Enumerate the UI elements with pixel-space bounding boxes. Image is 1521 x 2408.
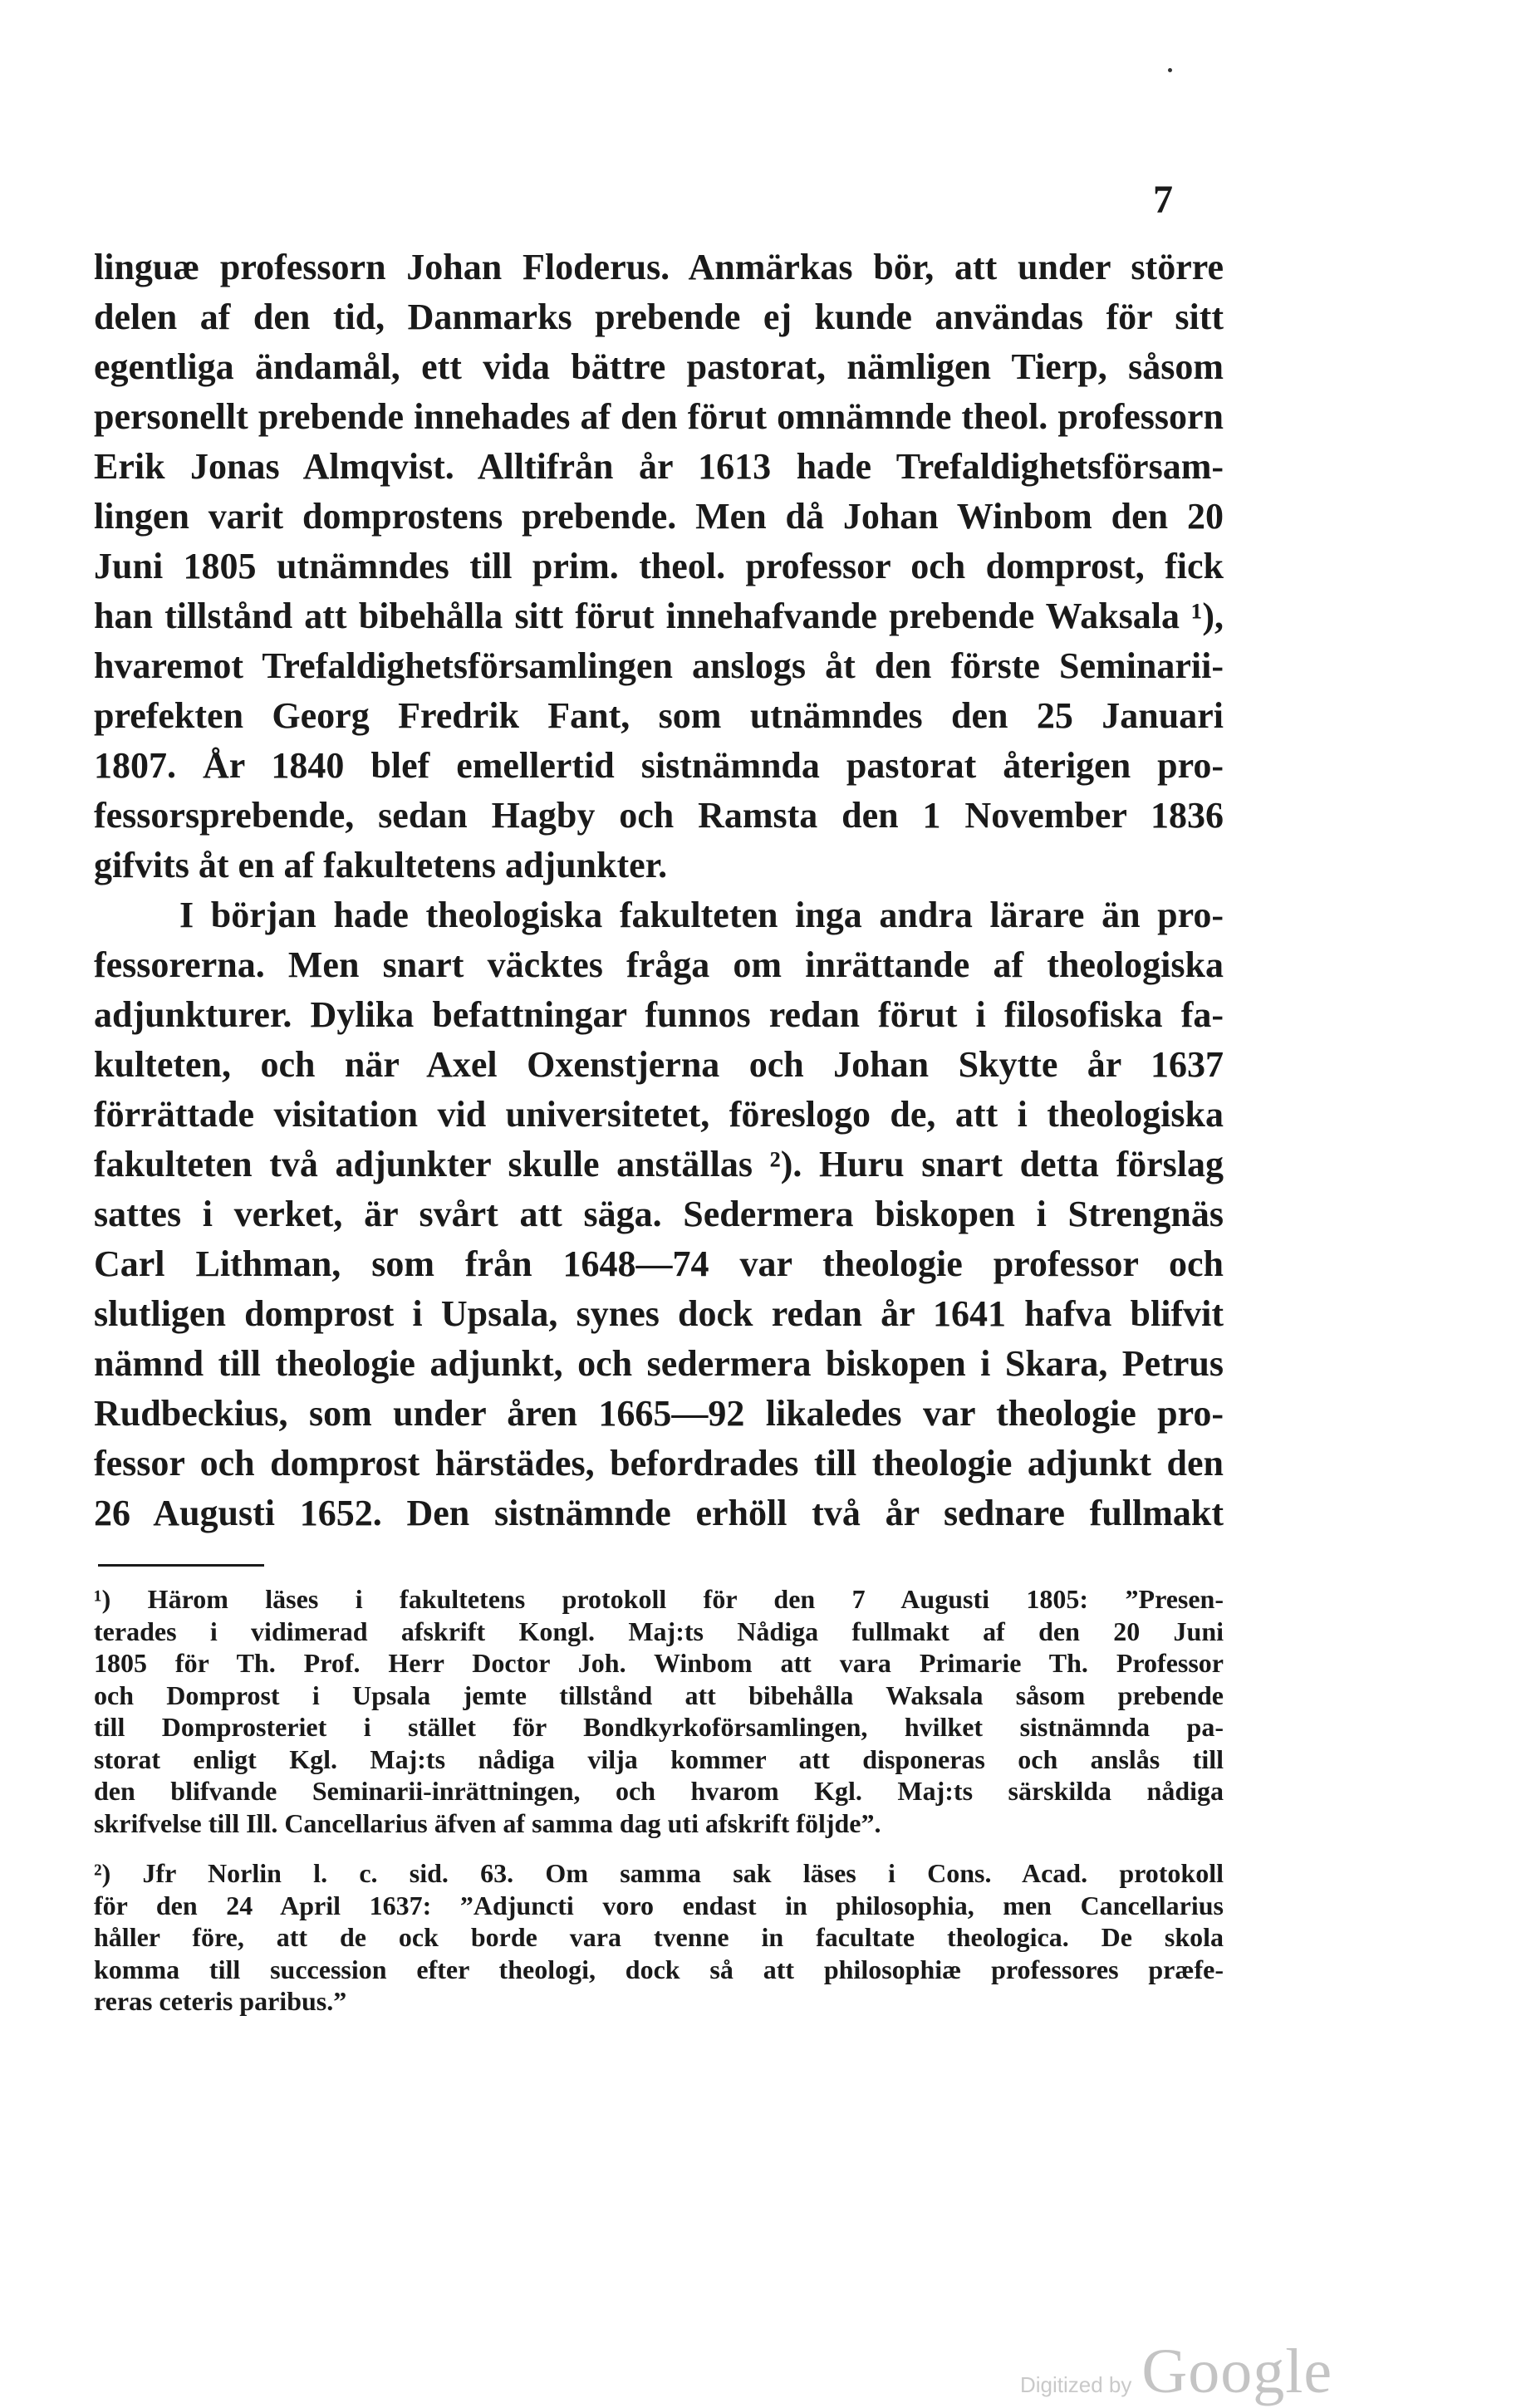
footnote-line: för den 24 April 1637: ”Adjuncti voro endast in philosophia, men Cancellarius — [94, 1890, 1224, 1920]
text-line: sattes i verket, är svårt att säga. Sedermera biskopen i Strengnäs — [94, 1194, 1224, 1234]
text-line: delen af den tid, Danmarks prebende ej kunde användas för sitt — [94, 297, 1224, 337]
text-line: Juni 1805 utnämndes till prim. theol. professor och domprost, fick — [94, 546, 1224, 586]
footnote-line: komma till succession efter theologi, dock så att philosophiæ professores præfe- — [94, 1954, 1224, 1984]
text-line: egentliga ändamål, ett vida bättre pastorat, nämligen Tierp, såsom — [94, 346, 1224, 387]
text-line: hvaremot Trefaldighetsförsamlingen anslogs åt den förste Seminarii- — [94, 645, 1224, 686]
text-line: fessorsprebende, sedan Hagby och Ramsta den 1 November 1836 — [94, 795, 1224, 836]
footnote-divider — [98, 1564, 264, 1567]
page-number: 7 — [1153, 178, 1173, 222]
text-line: I början hade theologiska fakulteten inga andra lärare än pro- — [179, 895, 1224, 935]
footnote-line: ¹) Härom läses i fakultetens protokoll för den 7 Augusti 1805: ”Presen- — [94, 1584, 1224, 1614]
text-line: 26 Augusti 1652. Den sistnämnde erhöll två år sednare fullmakt — [94, 1493, 1224, 1533]
footnote-line: terades i vidimerad afskrift Kongl. Maj:ts Nådiga fullmakt af den 20 Juni — [94, 1616, 1224, 1646]
text-line: Erik Jonas Almqvist. Alltifrån år 1613 hade Trefaldighetsförsam- — [94, 446, 1224, 487]
footnote-line: skrifvelse till Ill. Cancellarius äfven af samma dag uti afskrift följde”. — [94, 1807, 881, 1838]
watermark-prefix: Digitized by — [1020, 2372, 1132, 2397]
text-line: personellt prebende innehades af den förut omnämnde theol. professorn — [94, 396, 1224, 437]
footnote-line: ²) Jfr Norlin l. c. sid. 63. Om samma sak läses i Cons. Acad. protokoll — [94, 1858, 1224, 1888]
footnote-line: storat enligt Kgl. Maj:ts nådiga vilja kommer att disponeras och anslås till — [94, 1743, 1224, 1774]
speck-mark — [1168, 68, 1172, 72]
footnote-line: reras ceteris paribus.” — [94, 1986, 347, 2016]
text-line: 1807. År 1840 blef emellertid sistnämnda pastorat återigen pro- — [94, 745, 1224, 786]
body-text — [94, 243, 1224, 1538]
footnotes — [94, 1583, 1224, 2018]
footnote-1 — [94, 1583, 1224, 1839]
text-line: adjunkturer. Dylika befattningar funnos redan förut i filosofiska fa- — [94, 994, 1224, 1035]
text-line: lingen varit domprostens prebende. Men då Johan Winbom den 20 — [94, 496, 1224, 537]
google-logo: Google — [1141, 2337, 1333, 2406]
text-line: linguæ professorn Johan Floderus. Anmärkas bör, att under större — [94, 247, 1224, 287]
footnote-line: håller före, att de ock borde vara tvenne in facultate theologica. De skola — [94, 1922, 1224, 1952]
text-line: fessorerna. Men snart väcktes fråga om inrättande af theologiska — [94, 944, 1224, 985]
footnote-line: till Domprosteriet i stället för Bondkyrkoförsamlingen, hvilket sistnämnda pa- — [94, 1712, 1224, 1742]
footnote-2 — [94, 1857, 1224, 2018]
text-line: prefekten Georg Fredrik Fant, som utnämndes den 25 Januari — [94, 695, 1224, 736]
footnote-line: 1805 för Th. Prof. Herr Doctor Joh. Winbom att vara Primarie Th. Professor — [94, 1648, 1224, 1678]
text-line: nämnd till theologie adjunkt, och sedermera biskopen i Skara, Petrus — [94, 1343, 1224, 1384]
text-line: Rudbeckius, som under åren 1665—92 likaledes var theologie pro- — [94, 1393, 1224, 1434]
footnote-line: den blifvande Seminarii-inrättningen, och hvarom Kgl. Maj:ts särskilda nådiga — [94, 1776, 1224, 1806]
text-line: slutligen domprost i Upsala, synes dock redan år 1641 hafva blifvit — [94, 1293, 1224, 1334]
text-line: han tillstånd att bibehålla sitt förut innehafvande prebende Waksala ¹), — [94, 596, 1224, 636]
text-line: gifvits åt en af fakultetens adjunkter. — [94, 845, 668, 885]
text-line: fakulteten två adjunkter skulle anställas ²). Huru snart detta förslag — [94, 1144, 1224, 1184]
text-line: förrättade visitation vid universitetet, föreslogo de, att i theologiska — [94, 1094, 1224, 1135]
digitized-watermark — [1020, 2336, 1332, 2408]
text-line: Carl Lithman, som från 1648—74 var theologie professor och — [94, 1243, 1224, 1284]
footnote-line: och Domprost i Upsala jemte tillstånd att bibehålla Waksala såsom prebende — [94, 1680, 1224, 1710]
text-line: fessor och domprost härstädes, befordrades till theologie adjunkt den — [94, 1443, 1224, 1484]
text-line: kulteten, och när Axel Oxenstjerna och Johan Skytte år 1637 — [94, 1044, 1224, 1085]
